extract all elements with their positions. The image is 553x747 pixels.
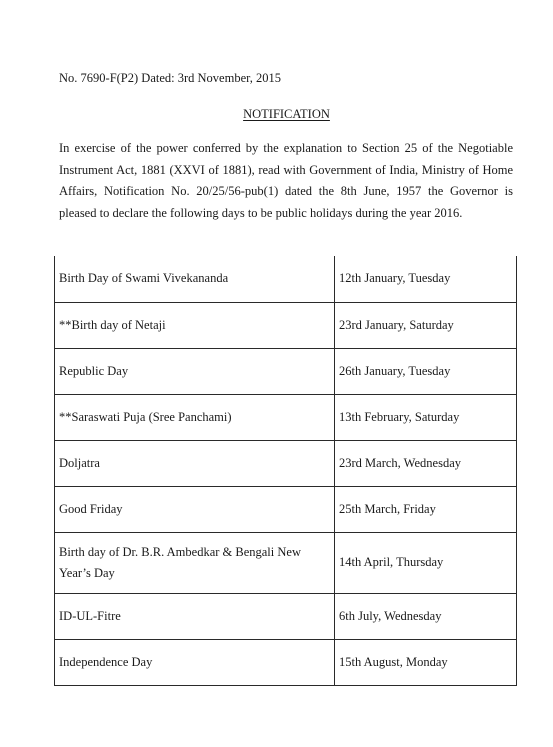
table-row bbox=[55, 394, 517, 440]
holiday-name: **Saraswati Puja (Sree Panchami) bbox=[55, 394, 335, 440]
holiday-name: Birth Day of Swami Vivekananda bbox=[55, 256, 335, 302]
table-row bbox=[55, 348, 517, 394]
holiday-date: 26th January, Tuesday bbox=[335, 348, 517, 394]
holiday-name: Republic Day bbox=[55, 348, 335, 394]
holiday-date: 13th February, Saturday bbox=[335, 394, 517, 440]
notice-reference: No. 7690-F(P2) Dated: 3rd November, 2015 bbox=[59, 71, 282, 85]
notice-heading: NOTIFICATION bbox=[243, 107, 330, 121]
table-row bbox=[55, 593, 517, 639]
holiday-name: **Birth day of Netaji bbox=[55, 302, 335, 348]
table-row bbox=[55, 256, 517, 302]
notice-heading-line bbox=[0, 106, 553, 122]
holiday-name: Doljatra bbox=[55, 440, 335, 486]
table-row bbox=[55, 532, 517, 593]
holiday-name: ID-UL-Fitre bbox=[55, 593, 335, 639]
notice-body: In exercise of the power conferred by the explanation to Section 25 of the Negotiable Instrument Act, 1881 (XXVI of 1881), read with Government of India, Ministry of Home Affairs, Notification No. 20/25/56-pub(1) dated the 8th June, 1957 the Governor is pleased to declare the following days to be public holidays during the year 2016. bbox=[59, 141, 513, 220]
holiday-table bbox=[54, 256, 517, 686]
holiday-date: 12th January, Tuesday bbox=[335, 256, 517, 302]
table-row bbox=[55, 440, 517, 486]
holiday-date: 23rd January, Saturday bbox=[335, 302, 517, 348]
table-row bbox=[55, 302, 517, 348]
holiday-name: Good Friday bbox=[55, 486, 335, 532]
holiday-date: 25th March, Friday bbox=[335, 486, 517, 532]
holiday-name: Independence Day bbox=[55, 639, 335, 685]
holiday-date: 14th April, Thursday bbox=[335, 532, 517, 593]
table-row bbox=[55, 639, 517, 685]
table-row bbox=[55, 486, 517, 532]
holiday-date: 6th July, Wednesday bbox=[335, 593, 517, 639]
holiday-date: 23rd March, Wednesday bbox=[335, 440, 517, 486]
holiday-date: 15th August, Monday bbox=[335, 639, 517, 685]
holiday-name: Birth day of Dr. B.R. Ambedkar & Bengali New Year’s Day bbox=[55, 532, 335, 593]
